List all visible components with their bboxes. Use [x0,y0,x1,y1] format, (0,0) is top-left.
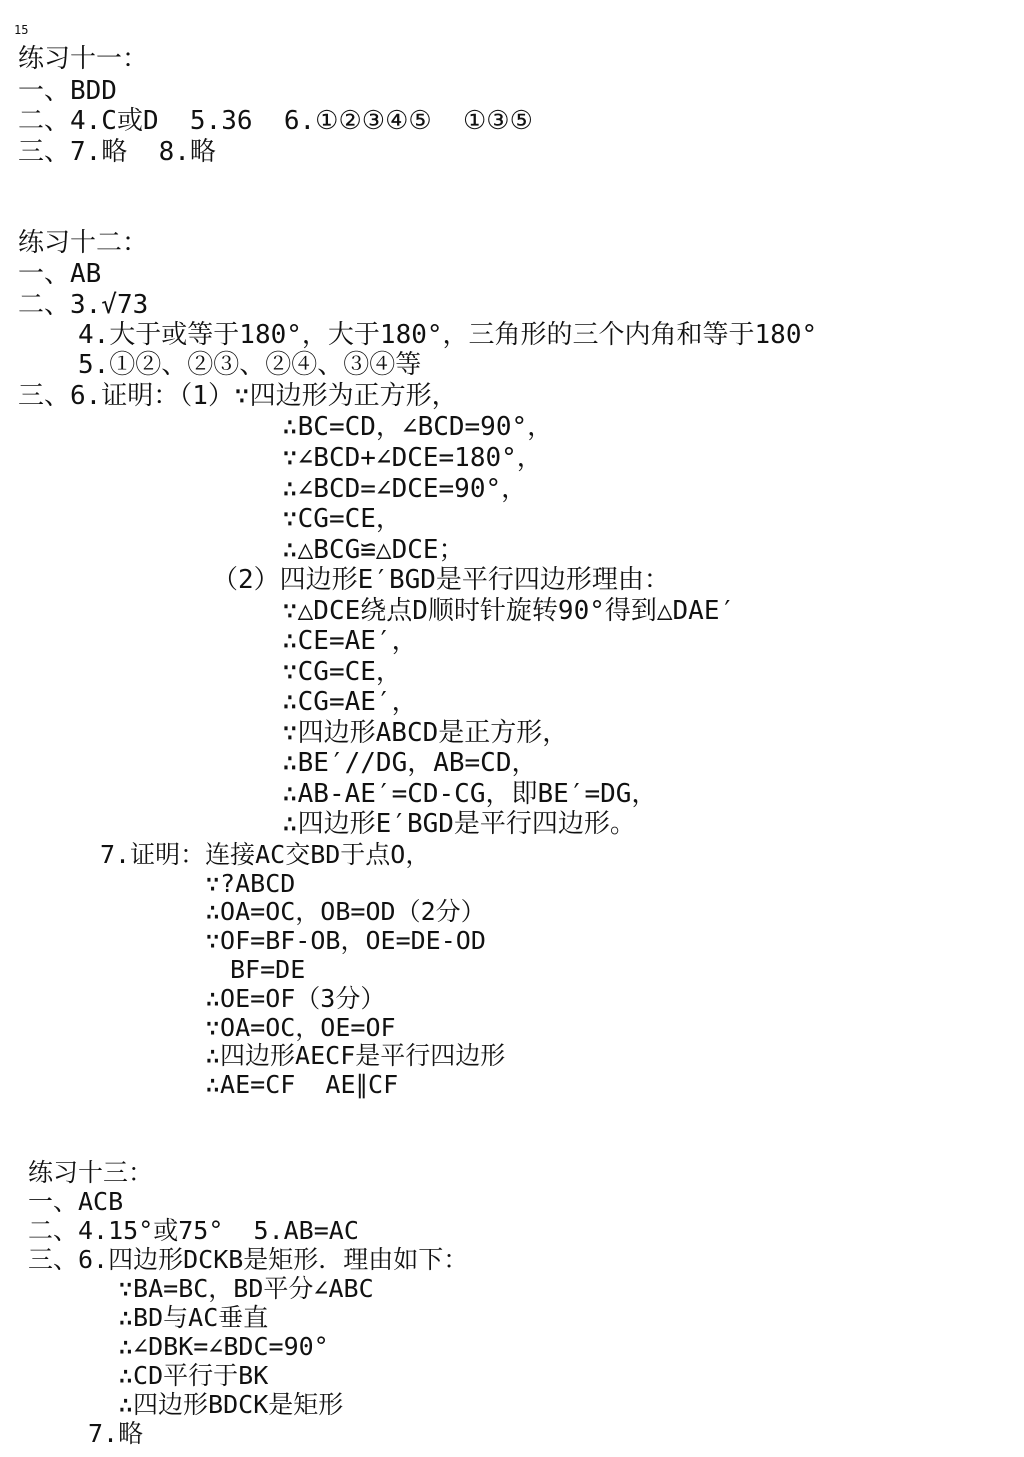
ex12-line-20: 7.证明：连接AC交BD于点O， [100,840,431,869]
ex12-line-22: ∴OA=OC，OB=OD（2分） [205,897,486,926]
ex11-line-2: 二、4.C或D 5.36 6.①②③④⑤ ①③⑤ [18,106,533,136]
page-number: 15 [14,23,29,37]
ex12-line-9: ∵CG=CE， [282,504,402,534]
ex13-line-6: ∴∠DBK=∠BDC=90° [118,1332,329,1361]
ex12-line-17: ∴BE′//DG，AB=CD， [282,748,538,778]
ex12-line-23: ∵OF=BF-OB，OE=DE-OD [205,926,486,955]
ex12-line-1: 一、AB [18,259,102,289]
ex12-line-28: ∴AE=CF AE∥CF [205,1070,399,1099]
ex12-line-5: 三、6.证明：（1）∵四边形为正方形， [18,381,458,411]
ex12-line-24: BF=DE [230,955,306,984]
ex12-line-7: ∵∠BCD+∠DCE=180°， [282,443,543,473]
ex12-line-26: ∵OA=OC，OE=OF [205,1013,396,1042]
ex12-line-19: ∴四边形E′BGD是平行四边形。 [282,809,636,839]
ex12-line-27: ∴四边形AECF是平行四边形 [205,1041,506,1070]
ex12-title: 练习十二： [18,228,149,258]
ex12-line-4: 5.①②、②③、②④、③④等 [78,350,422,380]
ex13-line-5: ∴BD与AC垂直 [118,1303,269,1332]
ex13-line-9: 7.略 [88,1419,144,1448]
ex12-line-16: ∵四边形ABCD是正方形， [282,718,569,748]
ex13-line-8: ∴四边形BDCK是矩形 [118,1390,344,1419]
ex12-line-3: 4.大于或等于180°，大于180°，三角形的三个内角和等于180° [78,320,818,350]
ex12-line-15: ∴CG=AE′， [282,687,418,717]
ex12-line-12: ∵△DCE绕点D顺时针旋转90°得到△DAE′ [282,596,736,626]
ex12-line-11: （2）四边形E′BGD是平行四边形理由： [212,565,670,595]
ex13-line-4: ∵BA=BC，BD平分∠ABC [118,1274,374,1303]
ex12-line-10: ∴△BCG≌△DCE； [282,535,465,565]
ex13-line-7: ∴CD平行于BK [118,1361,269,1390]
ex12-line-13: ∴CE=AE′， [282,626,418,656]
ex13-line-2: 二、4.15°或75° 5.AB=AC [28,1216,359,1245]
ex12-line-18: ∴AB-AE′=CD-CG，即BE′=DG， [282,779,658,809]
ex13-line-1: 一、ACB [28,1187,124,1216]
ex13-line-3: 三、6.四边形DCKB是矩形．理由如下： [28,1245,469,1274]
ex11-line-1: 一、BDD [18,76,117,106]
ex13-title: 练习十三： [28,1158,154,1187]
ex12-line-14: ∵CG=CE， [282,657,402,687]
ex12-line-21: ∵?ABCD [205,869,296,898]
ex12-line-6: ∴BC=CD，∠BCD=90°， [282,412,554,442]
ex12-line-2: 二、3.√73 [18,290,149,320]
ex11-line-3: 三、7.略 8.略 [18,137,216,167]
ex11-title: 练习十一： [18,44,149,74]
ex12-line-8: ∴∠BCD=∠DCE=90°， [282,474,528,504]
ex12-line-25: ∴OE=OF（3分） [205,984,386,1013]
